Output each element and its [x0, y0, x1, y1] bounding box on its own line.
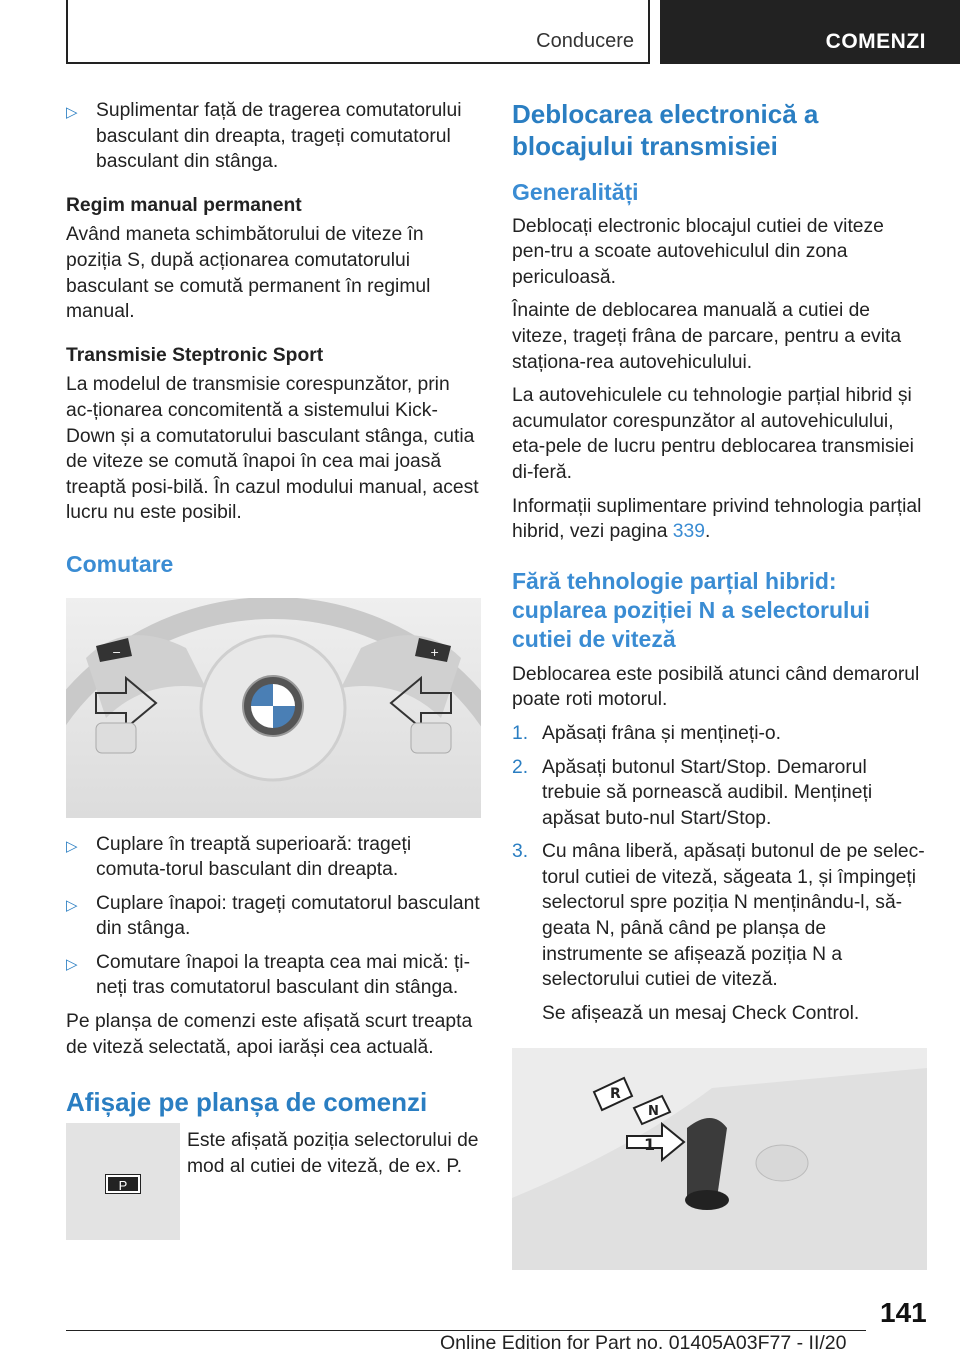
display-note: Pe planșa de comenzi este afișată scurt treapta de viteză selectată, apoi iarăși cea actuală. [66, 1011, 473, 1058]
minus-label: − [112, 645, 122, 659]
subsection-heading: Fără tehnologie parțial hibrid: cuplarea poziției N a selectorului cutiei de viteză [512, 567, 870, 652]
right-column [512, 98, 927, 1270]
r-label: R [610, 1086, 621, 1103]
step-item [512, 755, 927, 832]
step-number: 3. [512, 841, 529, 863]
triangle-bullet-icon: ▷ [66, 896, 78, 914]
bullet-item [66, 891, 481, 942]
section-title: Deblocarea electronică a blocajului transmisiei [512, 99, 819, 161]
page-number: 141 [880, 1297, 927, 1328]
bullet-text: Comutare înapoi la treapta cea mai mică: ți-neți tras comutatorul basculant din stânga. [96, 951, 471, 999]
intro-bullet-text: Suplimentar față de tragerea comutatorului basculant din dreapta, trageți comutatorul basculant din stânga. [96, 100, 462, 173]
steering-wheel-image [66, 598, 481, 818]
step-item [512, 839, 927, 993]
step-number: 2. [512, 756, 529, 778]
step-result: Se afișează un mesaj Check Control. [542, 1002, 860, 1024]
sub-text: Deblocarea este posibilă atunci când demarorul poate roti motorul. [512, 663, 920, 711]
para-4-end: . [704, 521, 711, 543]
triangle-bullet-icon: ▷ [66, 104, 78, 121]
step-number: 1. [512, 722, 529, 744]
footer-divider [66, 1330, 866, 1331]
sport-text: La modelul de transmisie corespunzător, prin ac-ționarea concomitentă a sistemului Kick-Down și a comutatorului basculant stânga, cutia de viteze se comută înapoi în cea mai joasă treaptă posi-bilă. În cazul modului manual, acest lucru nu este posibil. [66, 374, 479, 524]
display-image [66, 1123, 180, 1240]
step-text: Cu mâna liberă, apăsați butonul de pe selec-torul cutiei de viteză, săgeata 1, și împingeți selectorul spre poziția N menținându-l, să-geata N, până când pe planșa de instrumente se afișează poziția N a selectorului cutiei de viteză. [542, 841, 925, 991]
afisaje-text: Este afișată poziția selectorului de mod al cutiei de viteză, de ex. P. [187, 1130, 479, 1177]
para-4 [512, 494, 927, 545]
sport-heading: Transmisie Steptronic Sport [66, 344, 324, 366]
intro-bullet [66, 98, 481, 175]
gear-selector-image [512, 1048, 927, 1270]
park-symbol-icon: P [106, 1175, 140, 1193]
header-chapter-box [660, 0, 960, 64]
para-2: Înainte de deblocarea manuală a cutiei de viteze, trageți frâna de parcare, pentru a evita staționa-rea autovehiculului. [512, 300, 902, 373]
triangle-bullet-icon: ▷ [66, 837, 78, 855]
gear-selector-illustration [512, 1048, 927, 1270]
manual-heading: Regim manual permanent [66, 194, 302, 216]
para-1: Deblocați electronic blocajul cutiei de viteze pen-tru a scoate autovehiculul din zona periculoasă. [512, 215, 884, 288]
manual-text: Având maneta schimbătorului de viteze în poziția S, după acționarea comutatorului basculant se comută permanent în regimul manual. [66, 224, 431, 323]
steering-wheel-illustration [66, 598, 481, 818]
bullet-text: Cuplare în treaptă superioară: trageți comuta-torul basculant din dreapta. [96, 833, 412, 881]
left-column [66, 98, 481, 1288]
footer-edition: Online Edition for Part no. 01405A03F77 - II/20 [440, 1332, 847, 1354]
plus-label: + [430, 645, 440, 659]
comutare-heading: Comutare [66, 550, 174, 577]
bullet-item [66, 950, 481, 1001]
bullet-text: Cuplare înapoi: trageți comutatorul basculant din stânga. [96, 892, 480, 940]
step-item [512, 721, 927, 747]
header-section-box [66, 0, 650, 64]
afisaje-heading: Afișaje pe planșa de comenzi [66, 1087, 428, 1118]
bullet-item [66, 832, 481, 883]
one-label: 1 [644, 1135, 656, 1155]
triangle-bullet-icon: ▷ [66, 955, 78, 973]
n-label: N [648, 1104, 659, 1120]
page-link[interactable]: 339 [672, 521, 705, 543]
para-3: La autovehiculele cu tehnologie parțial hibrid și acumulator corespunzător al autovehiculului, eta-pele de lucru pentru deblocarea transmisiei di-feră. [512, 385, 914, 483]
header-chapter-label: COMENZI [825, 30, 926, 53]
step-text: Apăsați butonul Start/Stop. Demarorul trebuie să pornească audibil. Mențineți apăsat buto-nul Start/Stop. [542, 756, 873, 829]
header-section-label: Conducere [536, 30, 634, 52]
para-4-text: Informații suplimentare privind tehnologia parțial hibrid, vezi pagina [512, 495, 922, 543]
general-heading: Generalități [512, 179, 639, 205]
step-text: Apăsați frâna și mențineți-o. [542, 722, 781, 744]
